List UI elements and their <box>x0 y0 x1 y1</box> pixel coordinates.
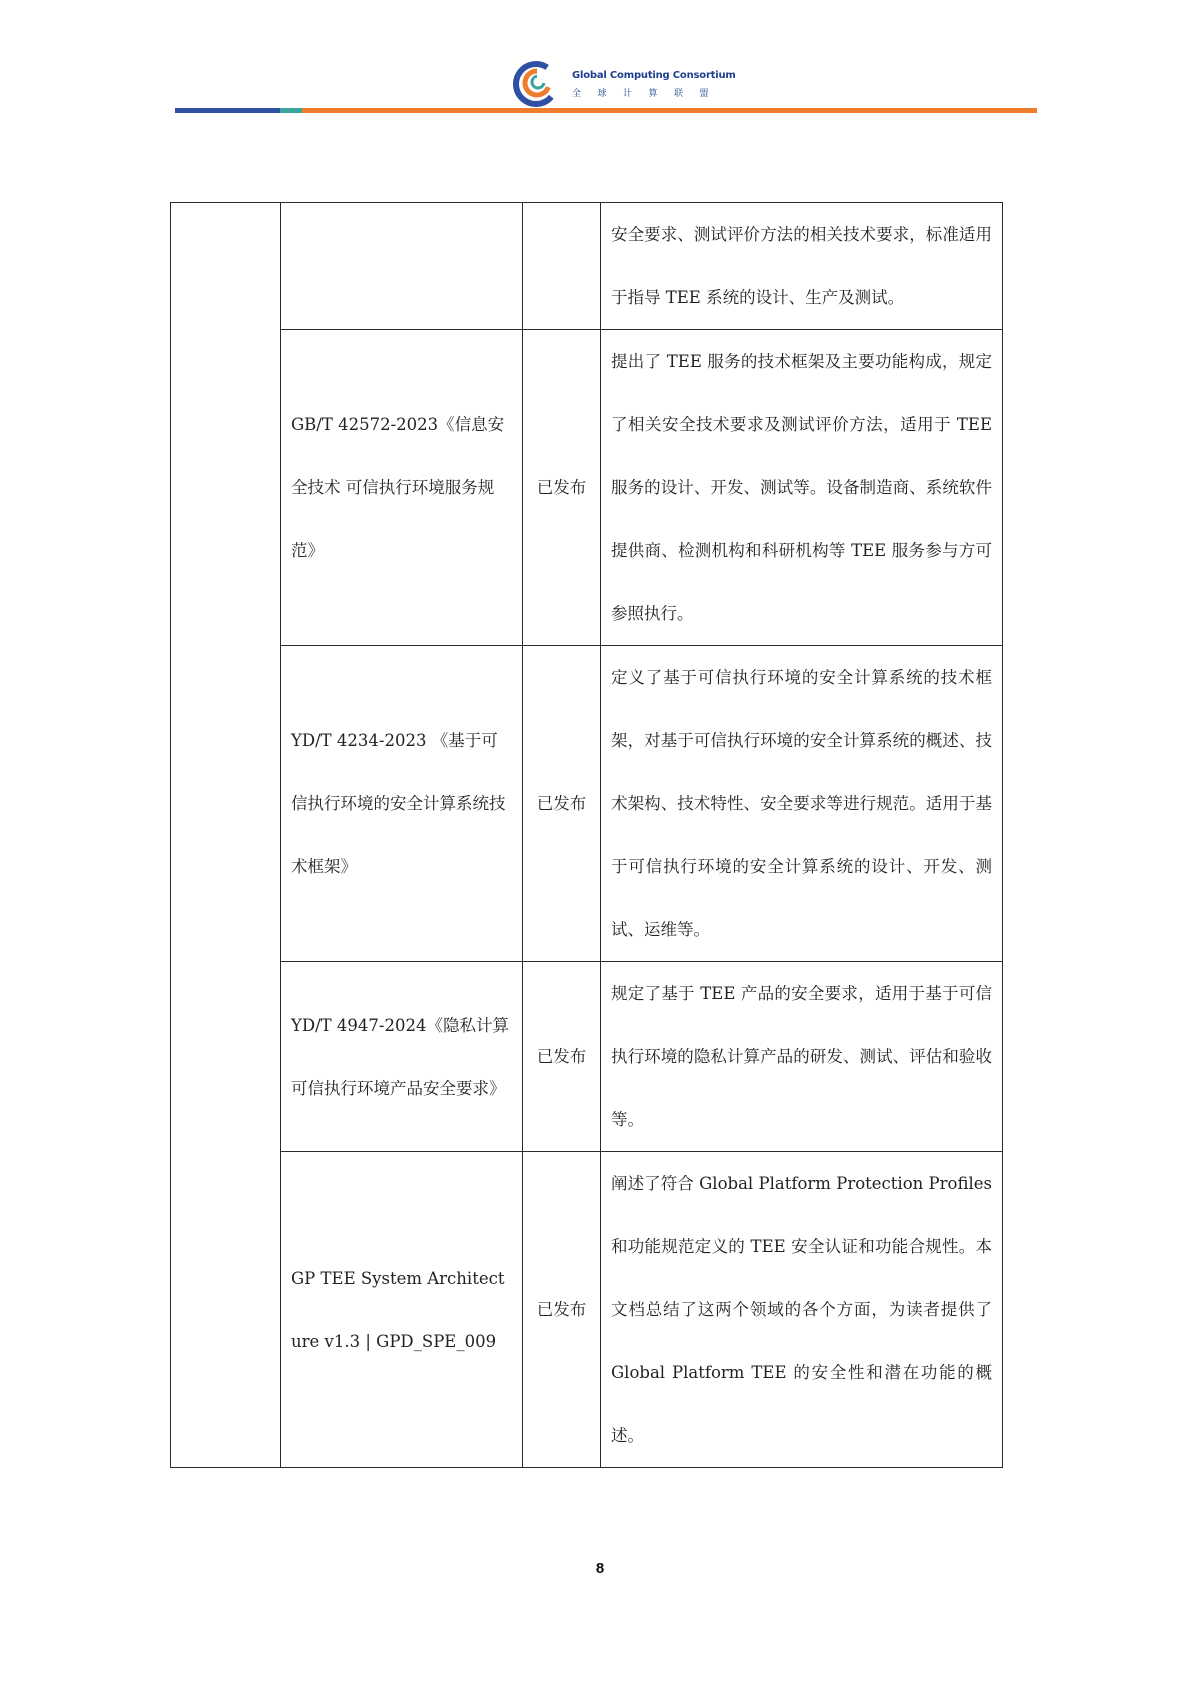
standard-name-cell <box>281 203 523 330</box>
header-divider-teal <box>280 108 302 113</box>
table-row <box>171 203 1003 330</box>
brand-name-en: Global Computing Consortium <box>572 70 736 81</box>
header-divider-orange <box>302 108 1037 113</box>
page-header <box>0 0 1200 120</box>
standard-status-cell: 已发布 <box>523 962 601 1152</box>
standard-status-cell: 已发布 <box>523 646 601 962</box>
standard-description-cell: 定义了基于可信执行环境的安全计算系统的技术框架，对基于可信执行环境的安全计算系统的概述、技术架构、技术特性、安全要求等进行规范。适用于基于可信执行环境的安全计算系统的设计、开发、测试、运维等。 <box>601 646 1003 962</box>
table-row <box>171 1152 1003 1468</box>
standards-table <box>170 202 1003 1468</box>
table-row <box>171 646 1003 962</box>
consortium-logo <box>512 60 560 108</box>
standard-name-cell: YD/T 4947-2024《隐私计算可信执行环境产品安全要求》 <box>281 962 523 1152</box>
standard-name-cell: GB/T 42572-2023《信息安全技术 可信执行环境服务规范》 <box>281 330 523 646</box>
category-cell <box>171 203 281 1468</box>
standard-description-cell: 提出了 TEE 服务的技术框架及主要功能构成，规定了相关安全技术要求及测试评价方法，适用于 TEE 服务的设计、开发、测试等。设备制造商、系统软件提供商、检测机构和科研机构等 TEE 服务参与方可参照执行。 <box>601 330 1003 646</box>
standard-status-cell: 已发布 <box>523 330 601 646</box>
table-row <box>171 962 1003 1152</box>
standard-status-cell: 已发布 <box>523 1152 601 1468</box>
page-number: 8 <box>595 1560 605 1577</box>
standard-name-cell: YD/T 4234-2023 《基于可信执行环境的安全计算系统技术框架》 <box>281 646 523 962</box>
standard-description-cell: 规定了基于 TEE 产品的安全要求，适用于基于可信执行环境的隐私计算产品的研发、测试、评估和验收等。 <box>601 962 1003 1152</box>
standard-name-cell: GP TEE System Architecture v1.3 | GPD_SPE_009 <box>281 1152 523 1468</box>
brand-name-zh: 全球计算联盟 <box>572 89 726 99</box>
table-row <box>171 330 1003 646</box>
standard-description-cell: 阐述了符合 Global Platform Protection Profiles 和功能规范定义的 TEE 安全认证和功能合规性。本文档总结了这两个领域的各个方面，为读者提供了 Global Platform TEE 的安全性和潜在功能的概述。 <box>601 1152 1003 1468</box>
standard-status-cell <box>523 203 601 330</box>
standard-description-cell: 安全要求、测试评价方法的相关技术要求，标准适用于指导 TEE 系统的设计、生产及测试。 <box>601 203 1003 330</box>
header-divider-blue <box>175 108 280 113</box>
